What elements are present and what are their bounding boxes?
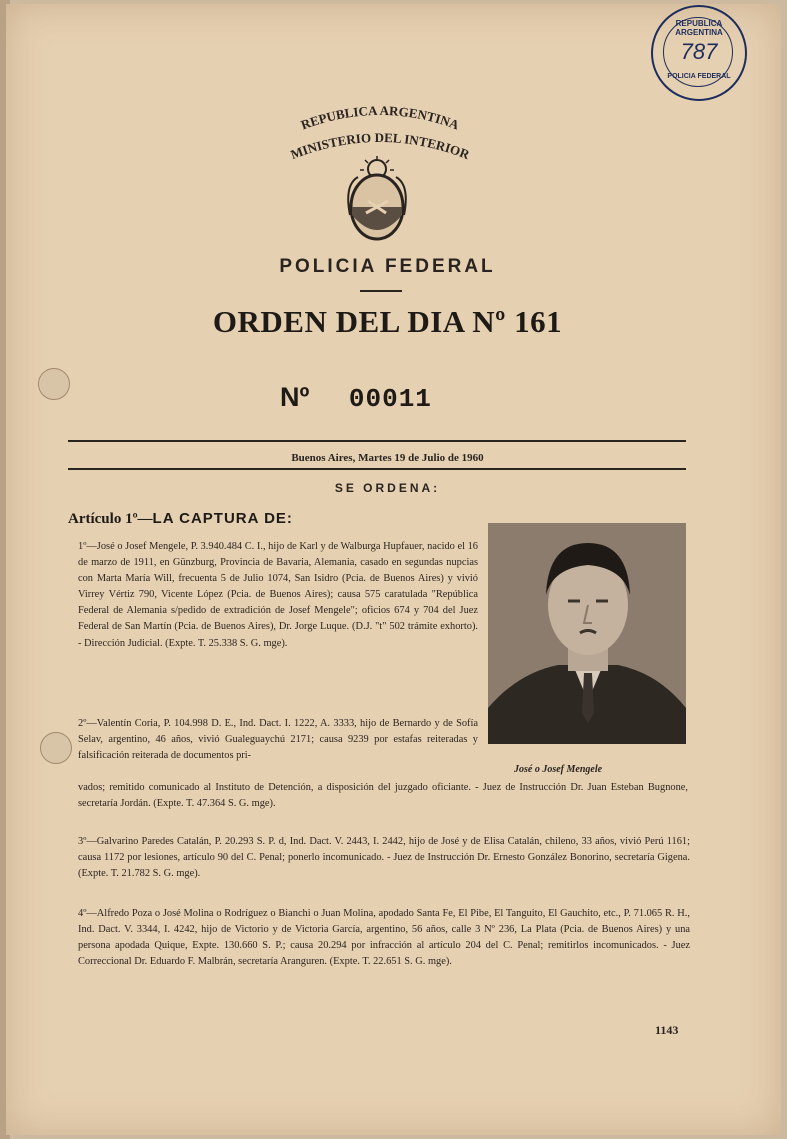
ministry-label: MINISTERIO DEL INTERIOR: [288, 129, 472, 163]
agency-name: POLICIA FEDERAL: [279, 256, 496, 277]
stamp-bottom-text: POLICIA FEDERAL: [667, 73, 731, 80]
article-heading: [68, 510, 293, 528]
official-stamp: [651, 5, 747, 101]
entry-1: 1º—José o Josef Mengele, P. 3.940.484 C. I., hijo de Karl y de Walburga Hupfauer, nacido el 16 de marzo de 1911, en Günzburg, Provincia de Bavaria, Alemania, casado en segundas nupcias con Marta María Will, frecuenta 5 de Julio 1074, San Isidro (Pcia. de Buenos Aires) y vivió Virrey Vértiz 790, Vicente López (Pcia. de Buenos Aires); causa 575 caratulada "República Federal de Alemania s/pedido de extradición de Josef Mengele"; oficios 674 y 704 del Juez Federal de San Martín (Pcia. de Buenos Aires), Dr. Jorge Luque. (D.J. "t" 502 trámite exhorto). - Dirección Judicial. (Expte. T. 25.338 S. G. mge).: [78, 541, 478, 649]
mengele-photo: [488, 523, 686, 744]
punch-hole-bottom: [40, 732, 72, 764]
page-title: ORDEN DEL DIA Nº 161: [212, 304, 563, 339]
document-number: [280, 382, 432, 414]
page-number: 1143: [655, 1023, 679, 1037]
rule-bottom: [68, 468, 686, 470]
entry-2: 2º—Valentín Coria, P. 104.998 D. E., Ind. Dact. I. 1222, A. 3333, hijo de Bernardo y de Sofía Selav, argentino, 46 años, vivió Gualeguaychú 2171; causa 9239 por estafas reiteradas y falsificación reiterada de documentos pri-: [78, 718, 478, 762]
document-number-value: 00011: [348, 384, 432, 414]
coat-of-arms-icon: [346, 155, 408, 245]
entry-2-continued: vados; remitido comunicado al Instituto de Detención, a disposición del juzgado oficiante. - Juez de Instrucción Dr. Juan Esteban Bugnone, secretaría Jordán. (Expte. T. 47.364 S. G. mge).: [78, 782, 688, 810]
heading-divider: [360, 290, 402, 292]
article-label: Artículo 1º—: [68, 511, 153, 527]
svg-text:REPUBLICA ARGENTINA: [299, 103, 462, 133]
punch-hole-top: [38, 368, 70, 400]
rule-top: [68, 440, 686, 442]
stamp-number: 787: [680, 39, 718, 64]
se-ordena-heading: SE ORDENA:: [334, 481, 441, 495]
republic-label: REPUBLICA ARGENTINA: [298, 102, 462, 133]
entry-4: 4º—Alfredo Poza o José Molina o Rodríguez o Bianchi o Juan Molina, apodado Santa Fe, El Pibe, El Tanguito, El Gauchito, etc., P. 71.065 R. H., Ind. Dact. V. 3344, I. 4242, hijo de Victorio y de Victoria García, argentino, 56 años, calle 3 Nº 236, La Plata (Pcia. de Buenos Aires) y una persona apodada Quique, Expte. 130.660 S. P.; causa 20.294 por infracción al artículo 204 del C. Penal; remitirlos incomunicados. - Juez Correccional Dr. Eduardo F. Malbrán, secretaría Aranguren. (Expte. T. 22.651 S. G. mge).: [78, 908, 690, 968]
article-text: LA CAPTURA DE:: [152, 510, 293, 527]
entry-3: 3º—Galvarino Paredes Catalán, P. 20.293 S. P. d, Ind. Dact. V. 2443, I. 2442, hijo de José y de Elisa Catalán, chileno, 33 años, vivió Perú 1161; causa 1172 por lesiones, artículo 90 del C. Penal; ponerlo incomunicado. - Juez de Instrucción Dr. Ernesto González Bonorino, secretaría Gigena. (Expte. T. 21.782 S. G. mge).: [78, 836, 690, 880]
photo-caption: José o Josef Mengele: [514, 764, 603, 775]
stamp-top-text: REPUBLICA ARGENTINA: [675, 19, 723, 37]
dateline: Buenos Aires, Martes 19 de Julio de 1960: [291, 452, 484, 464]
document-number-label: Nº: [280, 382, 310, 412]
